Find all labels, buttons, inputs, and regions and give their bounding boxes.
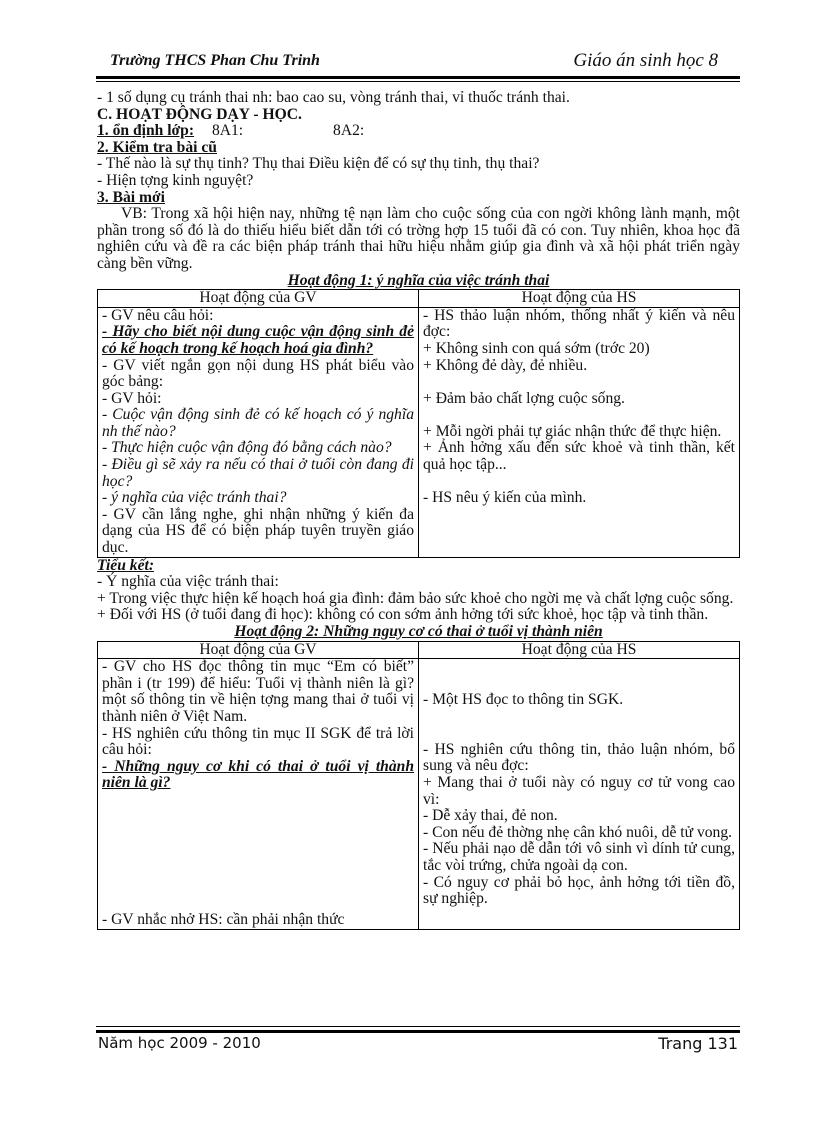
a1-hs-spacer: [423, 374, 735, 391]
class-b-label: 8A2:: [333, 122, 365, 140]
page-number: Trang 131: [658, 1034, 738, 1053]
a1-hs-0: - HS thảo luận nhóm, thống nhất ý kiến và nêu đợc:: [423, 306, 735, 341]
a1-gv-1: - Hãy cho biết nội dung cuộc vận động sinh đẻ có kế hoạch trong kế hoạch hoá gia đình?: [102, 323, 414, 357]
section-2-label: 2. Kiểm tra bài cũ: [97, 138, 217, 156]
section-3-paragraph: VB: Trong xã hội hiện nay, những tệ nạn làm cho cuộc sống của con ngời không lành mạnh, một phần trong số đó là do thiếu hiểu biết dẫn tới có trờng hợp 15 tuổi đã có con. Tuy nhiên, khoa học đã nghiên cứu và đề ra các biện pháp tránh thai hữu hiệu nhằm giúp gia đình và xã hội phát triển ngày càng bền vững.: [97, 205, 740, 272]
a2-hs-spacer: [423, 709, 735, 742]
activity1-col-gv: Hoạt động của GV: [98, 290, 419, 308]
summary-line-1: - Ý nghĩa của việc tránh thai:: [97, 573, 279, 591]
activity2-hs-cell: [419, 659, 740, 929]
activity2-gv-cell: [98, 659, 419, 929]
a2-hs-0: - Một HS đọc to thông tin SGK.: [423, 691, 624, 709]
section-c-heading: C. HOẠT ĐỘNG DẠY - HỌC.: [97, 105, 302, 123]
activity2-table: [97, 641, 740, 930]
a1-hs-2: + Không đẻ dày, đẻ nhiều.: [423, 356, 588, 374]
a1-hs-5: + Ảnh hởng xấu đến sức khoẻ và tinh thần, kết quả học tập...: [423, 439, 735, 474]
a1-gv-7: - ý nghĩa của việc tránh thai?: [102, 489, 287, 507]
a2-hs-1: - HS nghiên cứu thông tin, thảo luận nhóm, bổ sung và nêu đợc:: [423, 740, 735, 775]
a1-hs-1: + Không sinh con quá sớm (trớc 20): [423, 339, 650, 357]
a2-gv-2: - Những nguy cơ khi có thai ở tuổi vị thành niên là gì?: [102, 757, 414, 792]
section-2-line-1: - Thế nào là sự thụ tinh? Thụ thai Điều kiện để có sự thụ tinh, thụ thai?: [97, 155, 540, 173]
a1-gv-0: - GV nêu câu hỏi:: [102, 306, 214, 324]
a1-gv-2: - GV viết ngắn gọn nội dung HS phát biểu vào góc bảng:: [102, 356, 414, 391]
a2-hs-spacer: [423, 659, 735, 692]
page-header: [96, 50, 740, 76]
a2-gv-1: - HS nghiên cứu thông tin mục II SGK để trả lời câu hỏi:: [102, 724, 414, 759]
header-rule-thick: [96, 76, 740, 79]
a2-gv-0: - GV cho HS đọc thông tin mục “Em có biết” phần i (tr 199) để hiểu: Tuổi vị thành niên là gì? một số thông tin về hiện tợng mang thai ở tuổi vị thành niên ở Việt Nam.: [102, 658, 414, 725]
activity1-body-row: [98, 307, 740, 557]
a2-hs-6: - Có nguy cơ phải bỏ học, ảnh hởng tới tiền đồ, sự nghiệp.: [423, 873, 735, 908]
activity1-hs-cell: [419, 307, 740, 557]
summary-line-3: + Đối với HS (ở tuổi đang đi học): không có con sớm ảnh hởng tới sức khoẻ, học tập và tinh thần.: [97, 606, 709, 624]
section-2-line-2: - Hiện tợng kinh nguyệt?: [97, 171, 254, 189]
a1-hs-spacer: [423, 474, 735, 491]
a1-hs-spacer: [423, 407, 735, 424]
subject-title: Giáo án sinh học 8: [573, 50, 718, 71]
footer-rule-thin: [96, 1026, 740, 1027]
activity2-col-gv: Hoạt động của GV: [98, 641, 419, 659]
a1-hs-3: + Đảm bảo chất lợng cuộc sống.: [423, 389, 625, 407]
intro-line: - 1 số dụng cụ tránh thai nh: bao cao su, vòng tránh thai, vỉ thuốc tránh thai.: [97, 89, 570, 106]
page-footer: [96, 1034, 740, 1058]
activity1-table: [97, 289, 740, 558]
activity2-col-hs: Hoạt động của HS: [419, 641, 740, 659]
a2-gv-spacer: [102, 792, 414, 912]
a2-gv-3: - GV nhắc nhở HS: cần phải nhận thức: [102, 910, 345, 928]
activity1-col-hs: Hoạt động của HS: [419, 290, 740, 308]
a1-gv-8: - GV cần lắng nghe, ghi nhận những ý kiến đa dạng của HS để có biện pháp tuyên truyền giáo dục.: [102, 505, 414, 557]
activity1-title: Hoạt động 1: ý nghĩa của việc tránh thai: [287, 271, 550, 289]
section-2-heading: [97, 140, 740, 157]
a1-gv-6: - Điều gì sẽ xảy ra nếu có thai ở tuổi còn đang đi học?: [102, 456, 414, 490]
a1-hs-4: + Mỗi ngời phải tự giác nhận thức để thực hiện.: [423, 422, 722, 440]
footer-rule-thick: [96, 1030, 740, 1033]
summary-line-2: + Trong việc thực hiện kế hoạch hoá gia đình: đảm bảo sức khoẻ cho ngời mẹ và chất lợng cuộc sống.: [97, 589, 734, 607]
a2-hs-2: + Mang thai ở tuổi này có nguy cơ tử vong cao vì:: [423, 773, 735, 808]
header-rule-thin: [96, 81, 740, 82]
a2-hs-5: - Nếu phải nạo dễ dẫn tới vô sinh vì dính tử cung, tắc vòi trứng, chửa ngoài dạ con.: [423, 840, 735, 874]
summary-label: Tiểu kết:: [97, 556, 155, 574]
section-1-label: 1. ổn định lớp:: [97, 122, 195, 140]
activity2-header-row: [98, 641, 740, 659]
document-body: [97, 90, 740, 930]
activity1-gv-cell: [98, 307, 419, 557]
activity2-body-row: [98, 659, 740, 929]
school-name: Trường THCS Phan Chu Trinh: [110, 52, 320, 69]
a1-gv-3: - GV hỏi:: [102, 389, 162, 407]
section-1-line: [97, 123, 740, 140]
activity1-header-row: [98, 290, 740, 308]
a1-gv-4: - Cuộc vận động sinh đẻ có kế hoạch có ý nghĩa nh thế nào?: [102, 406, 414, 440]
section-3-label: 3. Bài mới: [97, 188, 165, 206]
a1-hs-6: - HS nêu ý kiến của mình.: [423, 489, 587, 507]
a1-gv-5: - Thực hiện cuộc vận động đó bằng cách nào?: [102, 439, 392, 457]
activity2-title: Hoạt động 2: Những nguy cơ có thai ở tuổi vị thành niên: [234, 623, 603, 640]
section-3-heading: [97, 190, 740, 207]
a2-hs-3: - Dễ xảy thai, đẻ non.: [423, 807, 558, 825]
school-year: Năm học 2009 - 2010: [98, 1034, 261, 1052]
a2-hs-4: - Con nếu đẻ thờng nhẹ cân khó nuôi, dễ tử vong.: [423, 823, 733, 841]
class-a-label: 8A1:: [211, 122, 244, 140]
